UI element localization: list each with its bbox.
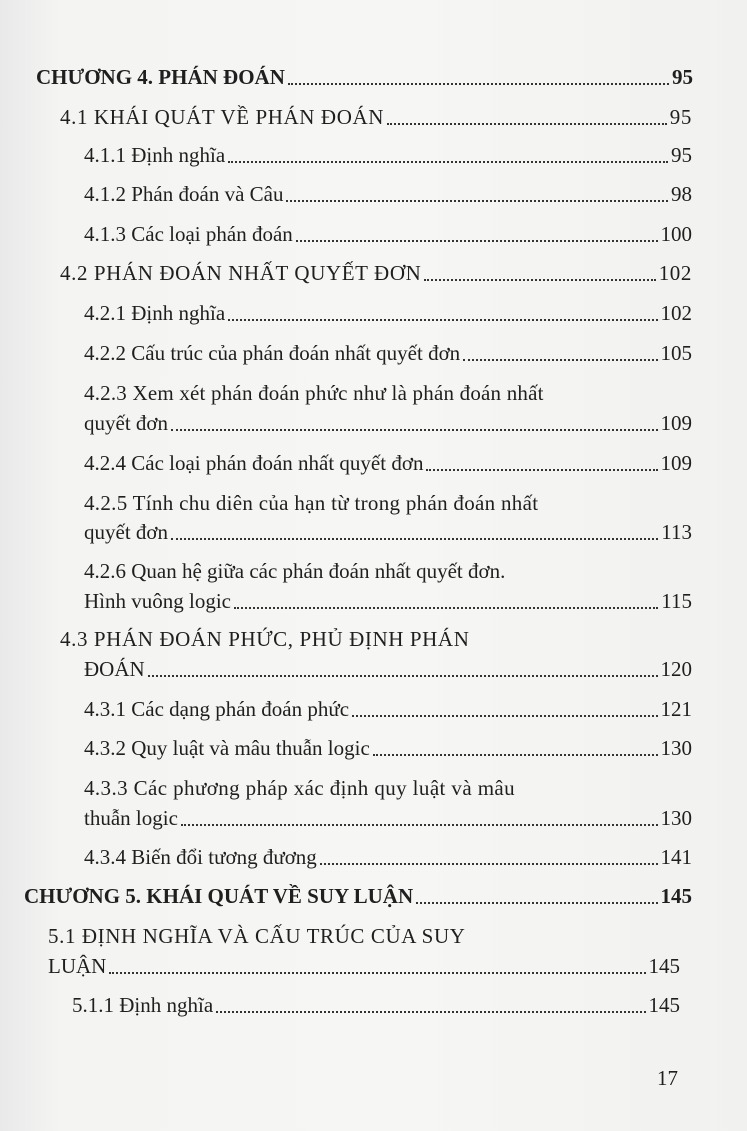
toc-entry-page: 109: [660, 451, 692, 475]
toc-entry-4-2-3-line2: [84, 410, 692, 436]
toc-entry-title: 4.1.1 Định nghĩa: [84, 143, 226, 167]
toc-entry-title: 4.2.5 Tính chu diên của hạn từ trong phán đoán nhất: [84, 491, 539, 515]
toc-entry-page: 109: [660, 411, 692, 435]
toc-entry-page: 121: [660, 697, 692, 721]
dot-leader: [234, 607, 658, 609]
toc-entry-page: 95: [672, 65, 693, 89]
toc-entry-5-1-line2: [48, 953, 680, 979]
dot-leader: [426, 469, 657, 471]
toc-entry-4-3-2: [84, 735, 692, 761]
toc-entry-page: 141: [660, 845, 692, 869]
toc-entry-page: 145: [648, 993, 680, 1017]
dot-leader: [181, 824, 658, 826]
toc-entry-4-1-2: [84, 181, 692, 207]
toc-entry-page: 100: [660, 222, 692, 246]
toc-entry-title: LUẬN: [48, 954, 107, 978]
toc-entry-page: 115: [661, 589, 692, 613]
toc-entry-4-2-3-line1: [84, 380, 606, 406]
toc-entry-title: 4.1 KHÁI QUÁT VỀ PHÁN ĐOÁN: [60, 105, 384, 129]
toc-entry-4-2-1: [84, 300, 692, 326]
toc-entry-title: ĐOÁN: [84, 657, 145, 681]
toc-entry-title: 5.1 ĐỊNH NGHĨA VÀ CẤU TRÚC CỦA SUY: [48, 924, 466, 948]
toc-entry-4-1-1: [84, 142, 692, 168]
toc-entry-4-2-5-line1: [84, 490, 606, 516]
toc-entry-chapter-5: [24, 883, 692, 909]
toc-entry-title: 4.2.1 Định nghĩa: [84, 301, 226, 325]
dot-leader: [288, 83, 669, 85]
toc-entry-page: 95: [671, 143, 692, 167]
dot-leader: [463, 359, 657, 361]
toc-entry-title: 4.1.3 Các loại phán đoán: [84, 222, 293, 246]
dot-leader: [286, 200, 668, 202]
toc-entry-title: quyết đơn: [84, 520, 169, 544]
toc-entry-page: 102: [660, 301, 692, 325]
toc-entry-title: 4.2 PHÁN ĐOÁN NHẤT QUYẾT ĐƠN: [60, 261, 422, 285]
toc-entry-title: CHƯƠNG 4. PHÁN ĐOÁN: [36, 65, 285, 89]
toc-entry-title: 4.1.2 Phán đoán và Câu: [84, 182, 284, 206]
dot-leader: [352, 715, 657, 717]
toc-entry-page: 120: [660, 657, 692, 681]
toc-entry-4-2-6-line1: [84, 558, 606, 584]
toc-entry-page: 145: [660, 884, 692, 908]
dot-leader: [109, 972, 645, 974]
toc-entry-title: 4.3.2 Quy luật và mâu thuẫn logic: [84, 736, 370, 760]
toc-entry-4-2-4: [84, 450, 692, 476]
toc-entry-page: 145: [648, 954, 680, 978]
toc-entry-title: 4.3 PHÁN ĐOÁN PHỨC, PHỦ ĐỊNH PHÁN: [60, 627, 470, 651]
toc-entry-chapter-4: [36, 64, 693, 90]
toc-entry-page: 130: [660, 806, 692, 830]
dot-leader: [296, 240, 658, 242]
toc-entry-4-1: [60, 104, 692, 130]
toc-entry-page: 105: [660, 341, 692, 365]
toc-entry-4-2-5-line2: [84, 519, 692, 545]
toc-entry-4-1-3: [84, 221, 692, 247]
toc-entry-5-1-1: [72, 992, 680, 1018]
toc-entry-5-1-line1: [48, 923, 528, 949]
dot-leader: [320, 863, 658, 865]
toc-entry-page: 130: [660, 736, 692, 760]
dot-leader: [216, 1011, 645, 1013]
toc-entry-title: 4.2.6 Quan hệ giữa các phán đoán nhất quyết đơn.: [84, 559, 506, 583]
dot-leader: [387, 123, 667, 125]
toc-entry-4-3-3-line1: [84, 775, 604, 801]
toc-entry-title: 4.3.3 Các phương pháp xác định quy luật và mâu: [84, 776, 516, 800]
toc-entry-title: 4.3.4 Biến đổi tương đương: [84, 845, 317, 869]
toc-entry-4-3-1: [84, 696, 692, 722]
dot-leader: [171, 538, 658, 540]
toc-entry-title: 4.3.1 Các dạng phán đoán phức: [84, 697, 350, 721]
toc-entry-4-3-3-line2: [84, 805, 692, 831]
toc-entry-4-2-6-line2: [84, 588, 692, 614]
toc-entry-title: CHƯƠNG 5. KHÁI QUÁT VỀ SUY LUẬN: [24, 884, 414, 908]
toc-entry-title: quyết đơn: [84, 411, 169, 435]
toc-entry-4-2-2: [84, 340, 692, 366]
dot-leader: [424, 279, 655, 281]
dot-leader: [228, 319, 657, 321]
page-number: 17: [657, 1066, 678, 1090]
toc-entry-title: Hình vuông logic: [84, 589, 231, 613]
dot-leader: [228, 161, 668, 163]
dot-leader: [373, 754, 658, 756]
toc-entry-title: 5.1.1 Định nghĩa: [72, 993, 214, 1017]
toc-entry-page: 98: [671, 182, 692, 206]
toc-entry-4-2: [60, 260, 692, 286]
toc-entry-title: 4.2.4 Các loại phán đoán nhất quyết đơn: [84, 451, 424, 475]
toc-entry-4-3-line2: [84, 656, 692, 682]
toc-entry-4-3-4: [84, 844, 692, 870]
dot-leader: [171, 429, 657, 431]
toc-entry-page: 102: [658, 261, 692, 285]
toc-entry-title: 4.2.3 Xem xét phán đoán phức như là phán đoán nhất: [84, 381, 544, 405]
toc-entry-page: 113: [661, 520, 692, 544]
dot-leader: [148, 675, 658, 677]
toc-entry-title: 4.2.2 Cấu trúc của phán đoán nhất quyết đơn: [84, 341, 461, 365]
toc-entry-page: 95: [669, 105, 692, 129]
toc-entry-4-3-line1: [60, 626, 530, 652]
toc-entry-title: thuẫn logic: [84, 806, 178, 830]
dot-leader: [416, 902, 657, 904]
